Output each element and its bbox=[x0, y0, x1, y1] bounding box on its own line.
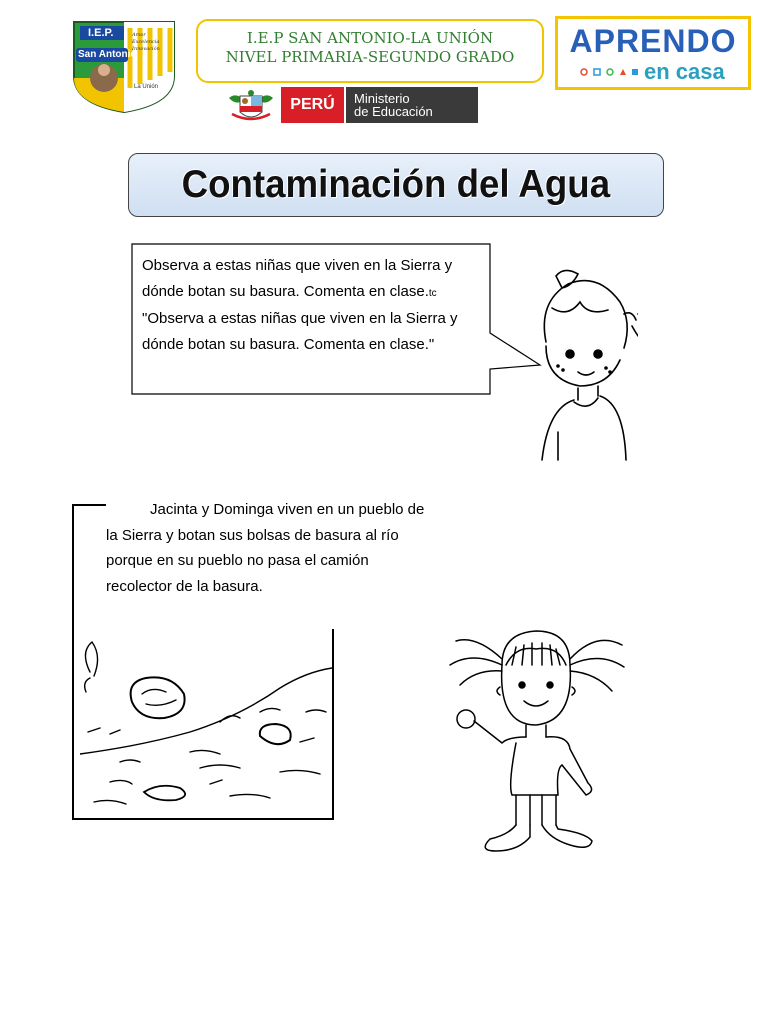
crest-place: La Unión bbox=[134, 84, 159, 90]
bubble-quote: "Observa a estas niñas que viven en la Sierra y dónde botan su basura. Comenta en clase." bbox=[142, 310, 458, 353]
ministry-label bbox=[346, 87, 478, 123]
peru-label: PERÚ bbox=[281, 87, 344, 123]
page-title: Contaminación del Agua bbox=[181, 163, 611, 206]
crest-line2: San Antonio bbox=[78, 49, 137, 60]
story-paragraph: Jacinta y Dominga viven en un pueblo de la Sierra y botan sus bolsas de basura al río porque en su pueblo no pasa el camión recolector de la basura. bbox=[106, 501, 425, 595]
title-banner bbox=[128, 153, 664, 217]
aprendo-title: APRENDO bbox=[569, 23, 737, 59]
bubble-instruction: Observa a estas niñas que viven en la Sierra y dónde botan su basura. Comenta en clase. bbox=[142, 257, 453, 300]
peru-coat-of-arms-icon bbox=[226, 88, 276, 124]
school-level: NIVEL PRIMARIA-SEGUNDO GRADO bbox=[225, 48, 515, 66]
school-name: I.E.P SAN ANTONIO-LA UNIÓN bbox=[246, 29, 494, 47]
shapes-icon bbox=[580, 67, 640, 77]
school-crest bbox=[70, 18, 178, 114]
crest-motto: Amor Excelencia Innovación bbox=[132, 32, 160, 52]
girl-illustration-1 bbox=[528, 262, 638, 462]
crest-line1: I.E.P. bbox=[88, 27, 114, 39]
bubble-text bbox=[142, 253, 488, 357]
story-text bbox=[106, 497, 436, 629]
ministry-line2: de Educación bbox=[354, 104, 433, 119]
river-with-trash-illustration bbox=[80, 612, 332, 817]
bubble-small-mark: tc bbox=[428, 287, 437, 299]
school-info-box bbox=[196, 19, 544, 83]
aprendo-en-casa-logo bbox=[555, 16, 751, 90]
girl-illustration-2 bbox=[446, 625, 626, 865]
aprendo-subtitle: en casa bbox=[644, 59, 725, 84]
ministry-line1: Ministerio bbox=[354, 91, 410, 106]
